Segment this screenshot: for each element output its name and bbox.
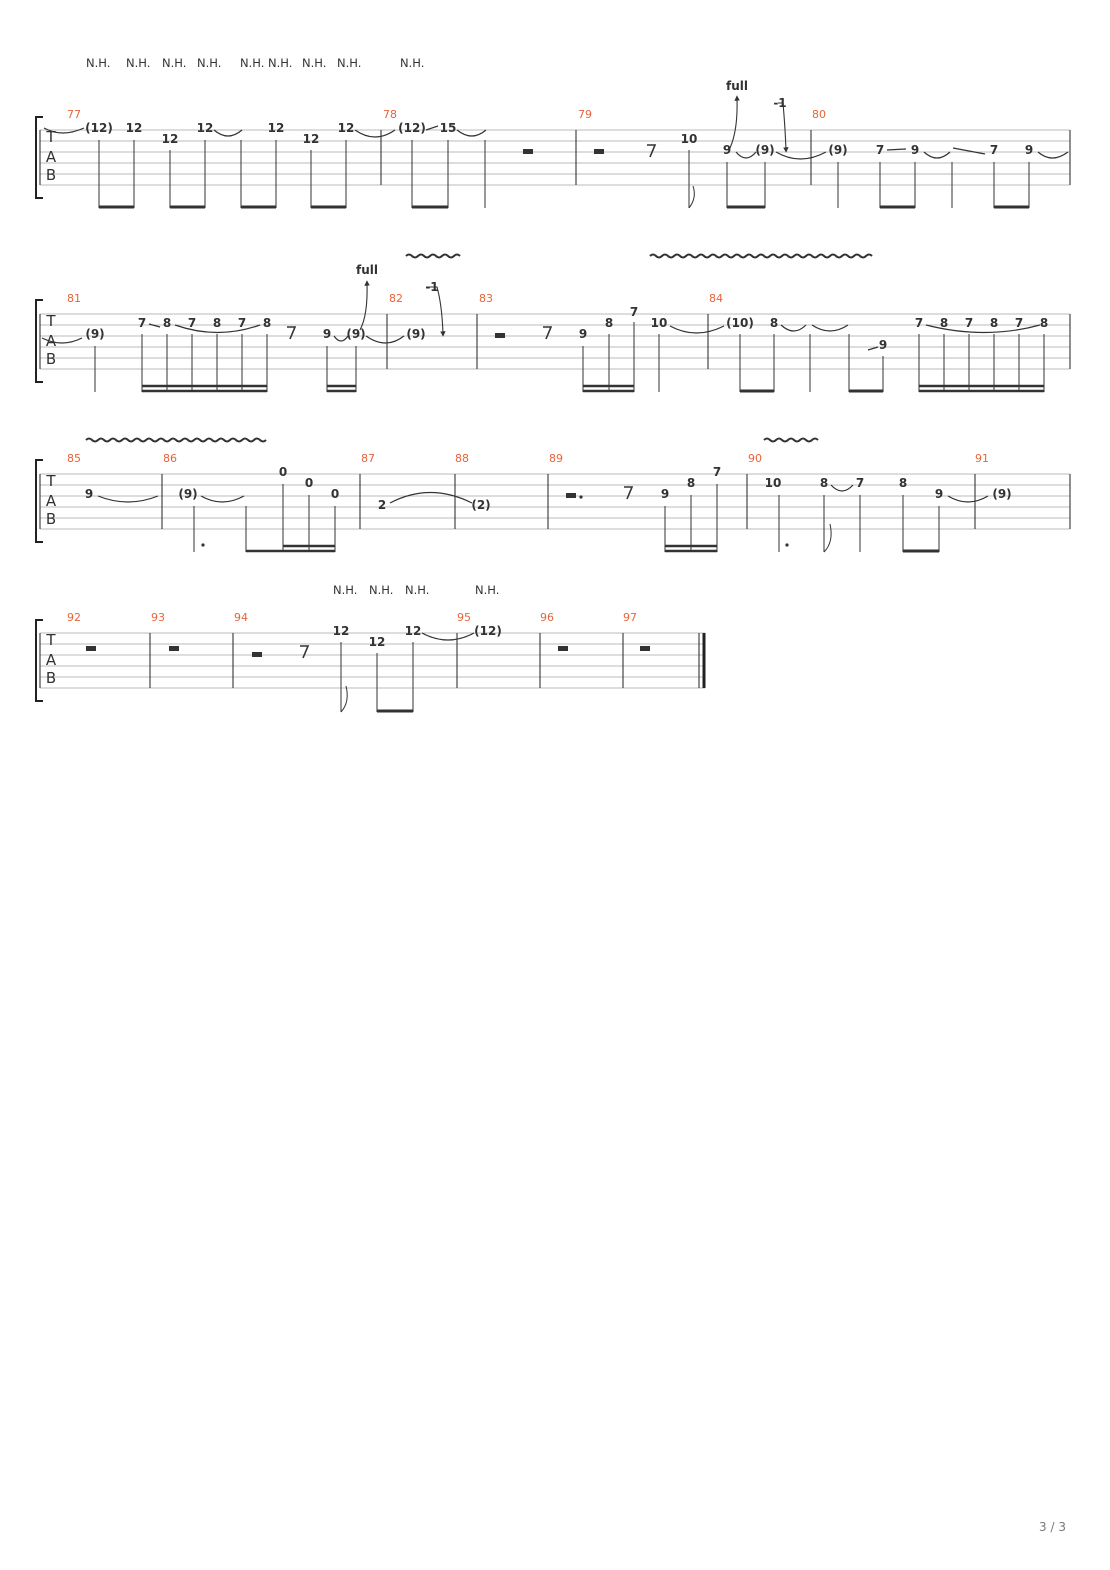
measure-number: 94 <box>234 611 248 624</box>
rests <box>566 487 632 499</box>
tab-clef-b: B <box>45 669 57 687</box>
fret-number: (2) <box>471 498 491 512</box>
fret-number: 15 <box>439 121 457 135</box>
tab-clef-a: A <box>45 492 57 510</box>
fret-number: 9 <box>910 143 920 157</box>
nh-label: N.H. <box>333 583 358 597</box>
fret-number: (9) <box>755 143 775 157</box>
measure-number: 78 <box>383 108 397 121</box>
fret-number: 8 <box>686 476 696 490</box>
fret-number: 10 <box>650 316 668 330</box>
tab-clef-a: A <box>45 148 57 166</box>
fret-number: 12 <box>337 121 355 135</box>
fret-number: 7 <box>1014 316 1024 330</box>
fret-number: 7 <box>629 305 639 319</box>
nh-label: N.H. <box>240 56 265 70</box>
release-label: -1 <box>773 96 787 110</box>
natural-harmonic-labels <box>333 583 499 597</box>
fret-number: (9) <box>828 143 848 157</box>
fret-number: 12 <box>125 121 143 135</box>
measure-number: 97 <box>623 611 637 624</box>
fret-number: 7 <box>712 465 722 479</box>
fret-number: 2 <box>377 498 387 512</box>
measure-number: 95 <box>457 611 471 624</box>
fret-numbers <box>333 624 502 649</box>
fret-number: 7 <box>914 316 924 330</box>
measure-number: 91 <box>975 452 989 465</box>
fret-number: 8 <box>162 316 172 330</box>
tab-clef-t: T <box>46 128 56 146</box>
fret-number: 9 <box>322 327 332 341</box>
page-number: 3 / 3 <box>1039 1520 1066 1534</box>
fret-number: 9 <box>578 327 588 341</box>
fret-number: 9 <box>1024 143 1034 157</box>
natural-harmonic-labels <box>86 56 424 70</box>
fret-number: 7 <box>137 316 147 330</box>
ties-and-slides <box>98 485 988 503</box>
measure-number: 85 <box>67 452 81 465</box>
nh-label: N.H. <box>162 56 187 70</box>
nh-label: N.H. <box>369 583 394 597</box>
system-3 <box>36 439 1070 553</box>
measure-numbers <box>67 611 637 624</box>
fret-number: 0 <box>330 487 340 501</box>
measure-number: 87 <box>361 452 375 465</box>
measure-number: 92 <box>67 611 81 624</box>
fret-number: (12) <box>398 121 426 135</box>
fret-number: 8 <box>939 316 949 330</box>
measure-numbers <box>67 292 723 305</box>
fret-number: 9 <box>934 487 944 501</box>
bend-full-label: full <box>356 263 378 277</box>
fret-number: 7 <box>237 316 247 330</box>
fret-number: 8 <box>898 476 908 490</box>
nh-label: N.H. <box>400 56 425 70</box>
fret-number: (9) <box>406 327 426 341</box>
fret-number: 8 <box>819 476 829 490</box>
fret-number: 8 <box>989 316 999 330</box>
vibrato-marks <box>86 439 818 442</box>
fret-number: 8 <box>604 316 614 330</box>
nh-label: N.H. <box>475 583 500 597</box>
nh-label: N.H. <box>405 583 430 597</box>
measure-number: 86 <box>163 452 177 465</box>
rests <box>523 145 655 157</box>
measure-numbers <box>67 452 989 465</box>
bend-full-label: full <box>726 79 748 93</box>
fret-number: 12 <box>196 121 214 135</box>
fret-number: (9) <box>178 487 198 501</box>
tab-clef-b: B <box>45 350 57 368</box>
nh-label: N.H. <box>302 56 327 70</box>
measure-number: 90 <box>748 452 762 465</box>
fret-number: 7 <box>964 316 974 330</box>
system-1 <box>36 56 1070 208</box>
tab-clef-b: B <box>45 166 57 184</box>
fret-number: 7 <box>989 143 999 157</box>
fret-number: 8 <box>1039 316 1049 330</box>
nh-label: N.H. <box>197 56 222 70</box>
fret-number: (9) <box>992 487 1012 501</box>
fret-number: 12 <box>404 624 422 638</box>
measure-number: 88 <box>455 452 469 465</box>
tab-clef-a: A <box>45 332 57 350</box>
release-label: -1 <box>425 280 439 294</box>
nh-label: N.H. <box>126 56 151 70</box>
nh-label: N.H. <box>86 56 111 70</box>
measure-number: 93 <box>151 611 165 624</box>
fret-number: 8 <box>769 316 779 330</box>
stems-beams <box>95 322 1044 392</box>
fret-number: 9 <box>660 487 670 501</box>
measure-number: 84 <box>709 292 723 305</box>
fret-number: (10) <box>726 316 754 330</box>
tab-clef-t: T <box>46 472 56 490</box>
system-2 <box>36 255 1070 393</box>
measure-number: 83 <box>479 292 493 305</box>
fret-number: 12 <box>302 132 320 146</box>
system-4 <box>36 583 705 712</box>
fret-number: 7 <box>875 143 885 157</box>
fret-number: (12) <box>474 624 502 638</box>
fret-number: 12 <box>161 132 179 146</box>
fret-number: (12) <box>85 121 113 135</box>
fret-number: (9) <box>85 327 105 341</box>
tab-clef-t: T <box>46 631 56 649</box>
measure-number: 96 <box>540 611 554 624</box>
measure-number: 80 <box>812 108 826 121</box>
fret-number: 8 <box>262 316 272 330</box>
fret-number: 12 <box>368 635 386 649</box>
fret-number: 8 <box>212 316 222 330</box>
fret-number: 10 <box>764 476 782 490</box>
fret-number: (9) <box>346 327 366 341</box>
fret-number: 9 <box>878 338 888 352</box>
fret-number: 7 <box>855 476 865 490</box>
fret-numbers <box>85 305 1048 352</box>
fret-number: 0 <box>304 476 314 490</box>
measure-numbers <box>67 108 826 121</box>
fret-number: 12 <box>267 121 285 135</box>
tab-clef-a: A <box>45 651 57 669</box>
ties-and-slides <box>422 633 474 640</box>
tab-clef-b: B <box>45 510 57 528</box>
measure-number: 81 <box>67 292 81 305</box>
fret-number: 7 <box>187 316 197 330</box>
measure-number: 89 <box>549 452 563 465</box>
vibrato-marks <box>406 255 872 258</box>
fret-number: 0 <box>278 465 288 479</box>
fret-number: 12 <box>332 624 350 638</box>
tab-clef-t: T <box>46 312 56 330</box>
nh-label: N.H. <box>268 56 293 70</box>
nh-label: N.H. <box>337 56 362 70</box>
measure-number: 77 <box>67 108 81 121</box>
fret-number: 9 <box>722 143 732 157</box>
measure-number: 79 <box>578 108 592 121</box>
fret-number: 9 <box>84 487 94 501</box>
measure-number: 82 <box>389 292 403 305</box>
fret-number: 10 <box>680 132 698 146</box>
